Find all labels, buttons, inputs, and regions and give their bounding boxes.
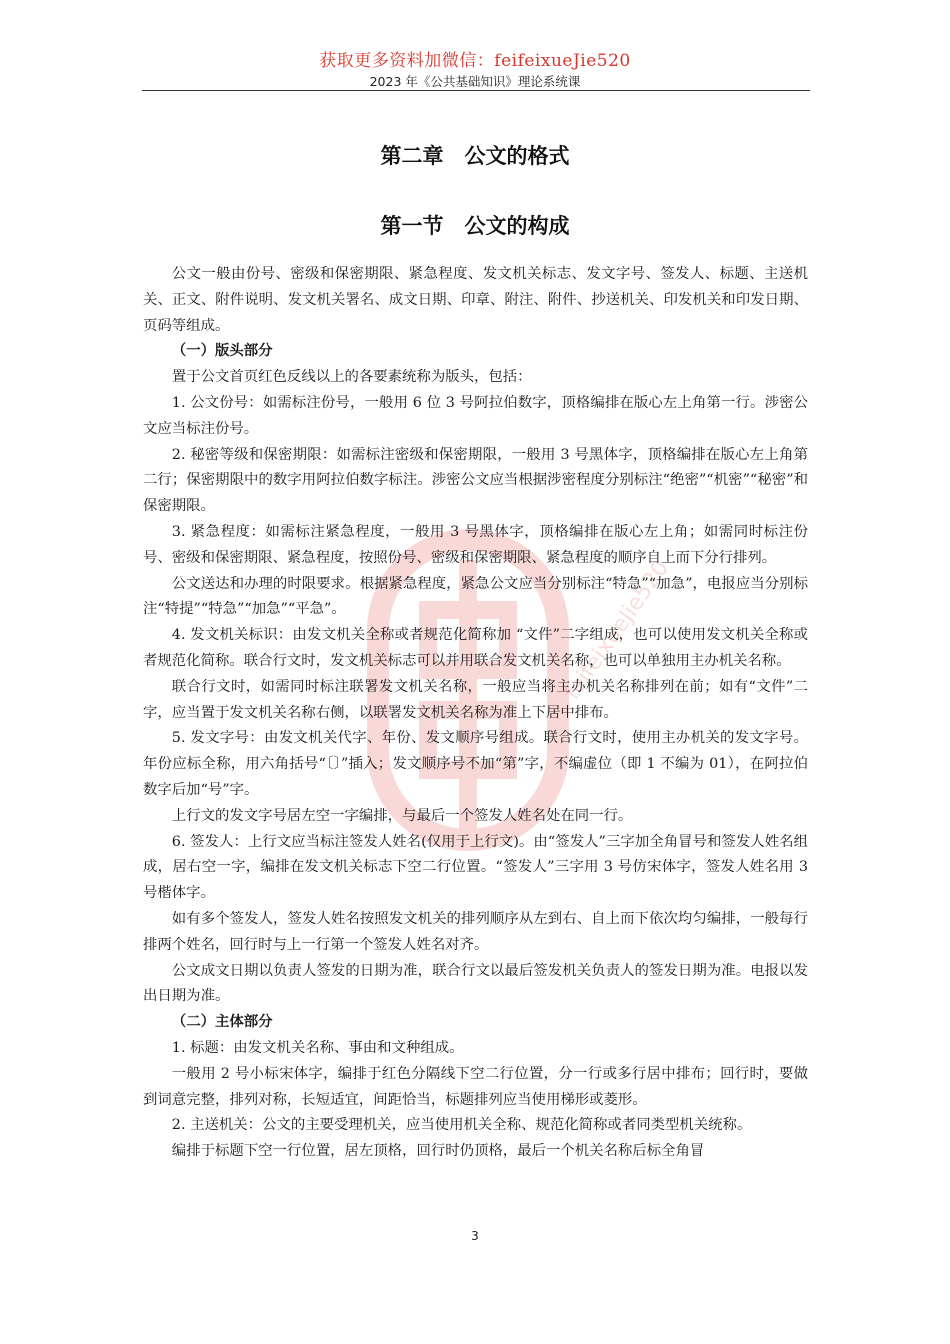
section-title: 第一节 公文的构成	[380, 214, 570, 238]
item-copy-number: 1. 公文份号：如需标注份号，一般用 6 位 3 号阿拉伯数字，顶格编排在版心左上角第一行。涉密公文应当标注份号。	[143, 394, 808, 437]
page-number: 3	[471, 1229, 479, 1243]
item-main-recipient: 2. 主送机关：公文的主要受理机关，应当使用机关全称、规范化简称或者同类型机关统称。	[171, 1117, 752, 1134]
item-signer-note: 如有多个签发人，签发人姓名按照发文机关的排列顺序从左到右、自上而下依次均匀编排，一般每行排两个姓名，回行时与上一行第一个签发人姓名对齐。	[143, 910, 808, 953]
course-title: 2023 年《公共基础知识》理论系统课	[369, 74, 581, 89]
part1-intro: 置于公文首页红色反线以上的各要素统称为版头，包括：	[171, 369, 532, 386]
item-secrecy-level: 2. 秘密等级和保密期限：如需标注密级和保密期限，一般用 3 号黑体字，顶格编排在版心左上角第二行；保密期限中的数字用阿拉伯数字标注。涉密公文应当根据涉密程度分别标注“绝密”“机密”“秘密”和保密期限。	[143, 446, 808, 515]
intro-paragraph: 公文一般由份号、密级和保密期限、紧急程度、发文机关标志、发文字号、签发人、标题、主送机关、正文、附件说明、发文机关署名、成文日期、印章、附注、附件、抄送机关、印发机关和印发日期、页码等组成。	[143, 266, 808, 334]
item-urgency: 3. 紧急程度：如需标注紧急程度，一般用 3 号黑体字，顶格编排在版心左上角；如需同时标注份号、密级和保密期限、紧急程度，按照份号、密级和保密期限、紧急程度的顺序自上而下分行排列。	[143, 523, 808, 566]
header-rule	[142, 90, 810, 91]
item-document-number: 5. 发文字号：由发文机关代字、年份、发文顺序号组成。联合行文时，使用主办机关的发文字号。年份应标全称，用六角括号“〔〕”插入；发文顺序号不加“第”字，不编虚位（即 1 不编为 01），在阿拉伯数字后加“号”字。	[143, 730, 808, 798]
item-signer: 6. 签发人：上行文应当标注签发人姓名(仅用于上行文)。由“签发人”三字加全角冒号和签发人姓名组成，居右空一字，编排在发文机关标志下空二行位置。“签发人”三字用 3 号仿宋体字，签发人姓名用 3 号楷体字。	[143, 833, 808, 902]
promo-banner: 获取更多资料加微信：feifeixueJie520	[319, 51, 631, 71]
part2-heading: （二）主体部分	[171, 1014, 273, 1031]
document-body	[143, 262, 808, 1165]
date-note: 公文成文日期以负责人签发的日期为准，联合行文以最后签发机关负责人的签发日期为准。电报以发出日期为准。	[143, 962, 808, 1005]
item-main-recipient-note: 编排于标题下空一行位置，居左顶格，回行时仍顶格，最后一个机关名称后标全角冒	[171, 1143, 705, 1160]
item-issuer-mark: 4. 发文机关标识：由发文机关全称或者规范化简称加 “文件”二字组成，也可以使用发文机关全称或者规范化简称。联合行文时，发文机关标志可以并用联合发文机关名称，也可以单独用主办机关名称。	[143, 627, 808, 669]
part1-heading: （一）版头部分	[171, 343, 273, 360]
item-issuer-mark-note: 联合行文时，如需同时标注联署发文机关名称，一般应当将主办机关名称排列在前；如有“文件”二字，应当置于发文机关名称右侧，以联署发文机关名称为准上下居中排布。	[143, 678, 808, 721]
item-document-number-note: 上行文的发文字号居左空一字编排，与最后一个签发人姓名处在同一行。	[171, 807, 633, 824]
item-urgency-note: 公文送达和办理的时限要求。根据紧急程度，紧急公文应当分别标注“特急”“加急”，电报应当分别标注“特提”“特急”“加急”“平急”。	[143, 575, 808, 618]
item-title-note: 一般用 2 号小标宋体字，编排于红色分隔线下空二行位置，分一行或多行居中排布；回行时，要做到词意完整，排列对称，长短适宜，间距恰当，标题排列应当使用梯形或菱形。	[143, 1065, 808, 1108]
watermark-text: feifeixueJie520	[560, 556, 675, 705]
item-title: 1. 标题：由发文机关名称、事由和文种组成。	[171, 1039, 464, 1056]
chapter-title: 第二章 公文的格式	[380, 144, 570, 168]
